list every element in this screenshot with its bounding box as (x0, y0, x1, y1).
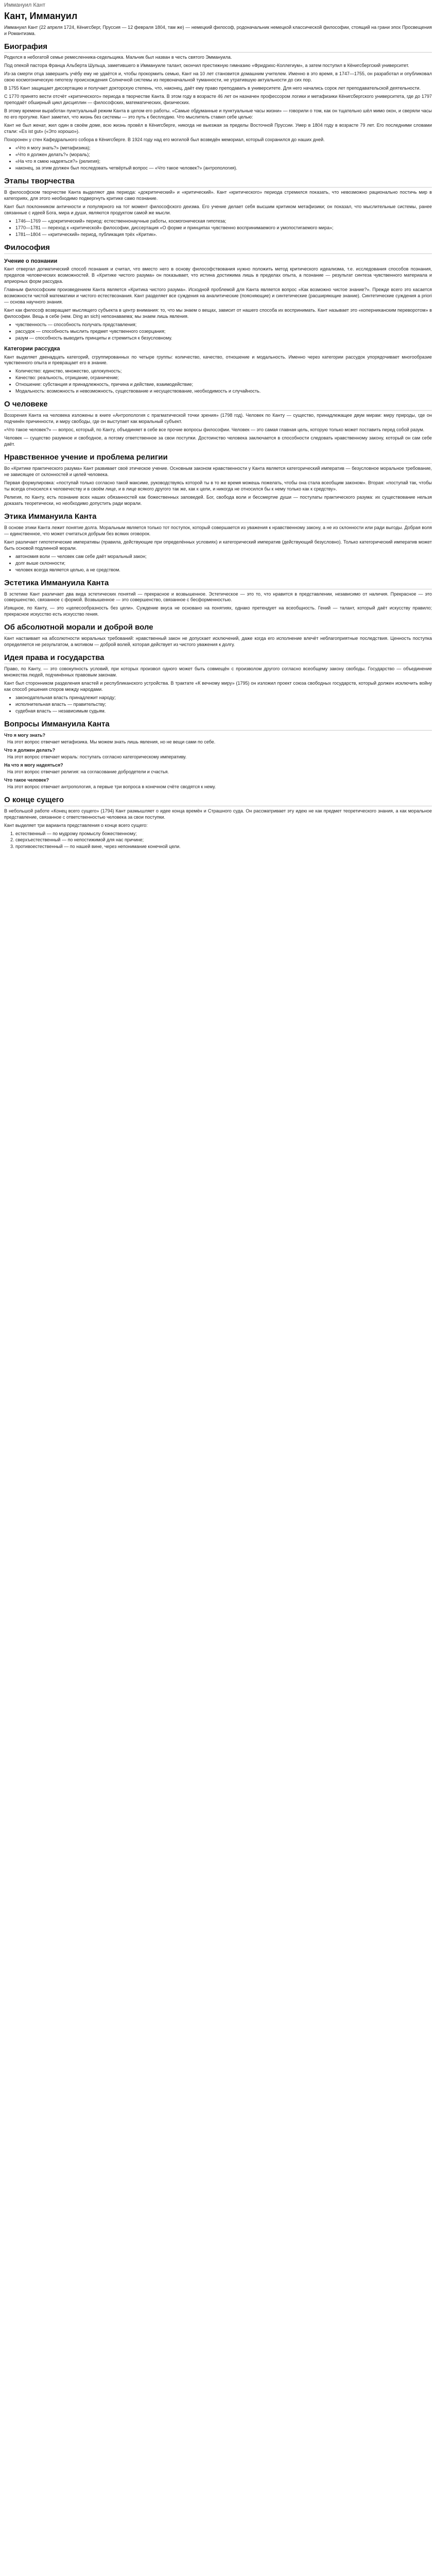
section-heading: Биография (4, 42, 432, 53)
qa-container (4, 733, 432, 790)
section-heading: Об абсолютной морали и доброй воле (4, 622, 432, 634)
section-paragraph: Право, по Канту, — это совокупность условий, при которых произвол одного может быть совмещён с произволом другого согласно всеобщему закону свободы. Государство — объединение множества людей, подчинённых правовым законам. (4, 666, 432, 678)
section-list (4, 831, 432, 851)
section-paragraph: Кант как философ возвращает мыслящего субъекта в центр внимания: то, что мы знаем о вещах, зависит от нашего способа их воспринимать. Кант называет это «коперниканским переворотом» в философии. Вещь в себе (нем. Ding an sich) непознаваема; мы знаем лишь явления. (4, 308, 432, 319)
list-item: • долг выше склонности; (15, 561, 432, 567)
list-item: • «Что я могу знать?» (метафизика); (15, 145, 432, 151)
list-item: • исполнительная власть — правительству; (15, 702, 432, 708)
intro-paragraph: Иммануил Кант (22 апреля 1724, Кёнигсберг, Пруссия — 12 февраля 1804, там же) — немецкий философ, родоначальник немецкой классической философии, стоящий на грани эпох Просвещения и Романтизма. (4, 24, 432, 36)
section-heading: Философия (4, 243, 432, 254)
section-heading: Этапы творчества (4, 176, 432, 188)
section-paragraph: Главным философским произведением Канта является «Критика чистого разума». Исходной проблемой для Канта является вопрос «Как возможно чистое знание?». Прежде всего это касается возможности чистой математики и чистого естествознания. Кант разделяет все суждения на аналитические (поясняющие) и синтетические (расширяющие знание). Синтетические суждения a priori — основа научного знания. (4, 287, 432, 305)
section-paragraph: Родился в небогатой семье ремесленника-седельщика. Мальчик был назван в честь святого Эммануила. (4, 55, 232, 60)
section-heading: Идея права и государства (4, 653, 432, 664)
section-list (4, 554, 432, 573)
question: На что я могу надеяться? (4, 762, 63, 768)
answer: На этот вопрос отвечает антропология, а первые три вопроса в конечном счёте сводятся к нему. (7, 784, 216, 789)
list-item: 2. сверхъестественный — по непостижимой для нас причине; (15, 837, 432, 843)
list-item: • Модальность: возможность и невозможность, существование и несуществование, необходимость и случайность. (15, 388, 432, 395)
list-item: • 1770—1781 — переход к «критической» философии, диссертация «О форме и принципах чувственно воспринимаемого и умопостигаемого мира»; (15, 225, 432, 231)
question: Что такое человек? (4, 777, 49, 783)
section-paragraph: Кант не был женат, жил один в своём доме, всю жизнь провёл в Кёнигсберге, никогда не выезжая за пределы Восточной Пруссии. Умер в 1804 году в возрасте 79 лет. Его последними словами стали: «Es ist gut» («Это хорошо»). (4, 123, 432, 134)
section-paragraph: Кант различает гипотетические императивы (правила, действующие при определённых условиях) и категорический императив (действующий безусловно). Только категорический императив может быть основой подлинной морали. (4, 539, 432, 551)
list-item: • судебная власть — независимым судьям. (15, 708, 432, 715)
section-paragraph: В этому времени выработан пунктуальный режим Канта в целом его работы. «Самые обдуманные и пунктуальные часы жизни» — говорили о том, как он тщательно шёл мимо окон, и сверяли часы по его прогулке. Кант заметил, что жизнь без системы — это путь к бесплодию. Что мыслитель ставил себе целью: (4, 108, 432, 120)
section-paragraph: Похоронен у стен Кафедрального собора в Кёнигсберге. В 1924 году над его могилой был возведён мемориал, который сохранился до наших дней. (4, 137, 325, 143)
section-heading: О человеке (4, 399, 432, 411)
breadcrumb[interactable]: Иммануил Кант (4, 2, 45, 8)
section-paragraph: С 1770 принято вести отсчёт «критического» периода в творчестве Канта. В этом году в возрасте 46 лет он назначен профессором логики и метафизики Кёнигсбергского университета, где до 1797 преподаёт обширный цикл дисциплин — философских, математических, физических. (4, 94, 432, 106)
list-item: • 1746—1769 — «докритический» период: естественнонаучные работы, космогоническая гипотеза; (15, 218, 432, 225)
answer: На этот вопрос отвечает мораль: поступать согласно категорическому императиву. (7, 754, 187, 759)
list-item: • законодательная власть принадлежит народу; (15, 695, 432, 701)
list-item: • чувственность — способность получать представления; (15, 322, 432, 328)
section-list (4, 322, 432, 342)
list-item: 1. естественный — по мудрому промыслу божественному; (15, 831, 432, 837)
section-list (4, 695, 432, 715)
list-item: • Количество: единство, множество, целокупность; (15, 368, 432, 375)
section-paragraph: Кант настаивает на абсолютности моральных требований: нравственный закон не допускает исключений, даже когда его исполнение влечёт неблагоприятные последствия. Ценность поступка определяется не результатом, а мотивом — доброй волей, которая действует из чистого уважения к долгу. (4, 636, 432, 648)
section-heading: О конце сущего (4, 795, 432, 806)
section-list (4, 145, 432, 172)
question: Что я должен делать? (4, 747, 56, 753)
section-paragraph: Кант отвергал догматический способ познания и считал, что вместо него в основу философствования нужно положить метод критического идеализма, т.е. исследования способов познания, пределов человеческих возможностей. В «Критике чистого разума» он показывает, что истина достижима лишь в пределах опыта, а познание — результат синтеза чувственного материала и априорных форм рассудка. (4, 266, 432, 284)
list-item: 3. противоестественный — по нашей вине, через непонимание конечной цели. (15, 844, 432, 850)
list-item: • «Что я должен делать?» (мораль); (15, 152, 432, 158)
list-item: • автономия воли — человек сам себе даёт моральный закон; (15, 554, 432, 560)
list-item: • «На что я смею надеяться?» (религия); (15, 159, 432, 165)
list-item: • разум — способность выводить принципы и стремиться к безусловному. (15, 335, 432, 342)
section-heading: Нравственное учение и проблема религии (4, 452, 432, 464)
article (0, 0, 436, 850)
section-list (4, 368, 432, 395)
answer: На этот вопрос отвечает метафизика. Мы можем знать лишь явления, но не вещи сами по себе. (7, 739, 216, 744)
section-list (4, 218, 432, 238)
section-paragraph: Под опекой пастора Франца Альберта Шульца, заметившего в Иммануиле талант, окончил престижную гимназию «Фридрихс-Коллегиум», а затем поступил в Кёнигсбергский университет. (4, 63, 409, 69)
question: Что я могу знать? (4, 732, 46, 738)
list-item: • рассудок — способность мыслить предмет чувственного созерцания; (15, 329, 432, 335)
section-paragraph: Первая формулировка: «поступай только согласно такой максиме, руководствуясь которой ты в то же время можешь пожелать, чтобы она стала всеобщим законом». Вторая: «поступай так, чтобы ты всегда относился к человечеству и в своём лице, и в лице всякого другого так же, как к цели, и никогда не относился бы к нему только как к средству». (4, 480, 432, 492)
section-paragraph: Кант был сторонником разделения властей и республиканского устройства. В трактате «К вечному миру» (1795) он изложил проект союза свободных государств, который должен исключить войну как способ решения споров между народами. (4, 681, 432, 692)
list-item: • наконец, за этим должен был последовать четвёртый вопрос — «Что такое человек?» (антропология). (15, 165, 432, 172)
sections-container (4, 42, 432, 731)
section-paragraph: Во «Критике практического разума» Кант развивает своё этическое учение. Основным законом нравственности у Канта является категорический императив — безусловное моральное требование, не зависящее от склонностей и целей человека. (4, 466, 432, 477)
section-heading: Вопросы Иммануила Канта (4, 719, 432, 731)
list-item: • человек всегда является целью, а не средством. (15, 567, 432, 573)
section-paragraph: Религия, по Канту, есть познание всех наших обязанностей как божественных заповедей. Бог, свобода воли и бессмертие души — постулаты практического разума: их существование нельзя доказать теоретически, но необходимо допустить ради морали. (4, 494, 432, 506)
section-paragraph: Кант был поклонником античности и популярного на тот момент философского деизма. Его учение делает себя высшим критиком метафизики; он показал, что мыслительные системы, ранее связанные с идеей Бога, мира и души, являются продуктом самой же мысли. (4, 204, 432, 215)
section-paragraph: В основе этики Канта лежит понятие долга. Моральным является только тот поступок, который совершается из уважения к нравственному закону, а не из склонности или ради выгоды. Добрая воля — единственное, что может считаться добрым без всяких оговорок. (4, 524, 432, 536)
section-heading: Категории рассудка (4, 345, 60, 352)
section-paragraph: Изящное, по Канту, — это «целесообразность без цели». Суждение вкуса не основано на понятиях, однако претендует на всеобщность. Гений — талант, который даёт искусству правило; прекрасное искусство есть искусство гения. (4, 605, 432, 617)
section-paragraph: В небольшой работе «Конец всего сущего» (1794) Кант размышляет о идее конца времён и Страшного суда. Он рассматривает эту идею не как предмет теоретического знания, а как моральное представление, связанное с ответственностью человека за свои поступки. (4, 808, 432, 820)
end-section (4, 795, 432, 851)
list-item: • Качество: реальность, отрицание, ограничение; (15, 375, 432, 381)
section-paragraph: Кант выделяет двенадцать категорий, сгруппированных по четыре группы: количество, качество, отношение и модальность. Именно через категории рассудок упорядочивает многообразие чувственного опыта и превращает его в знание. (4, 354, 432, 366)
section-paragraph: В философском творчестве Канта выделяют два периода: «докритический» и «критический». Кант «критического» периода стремился показать, что невозможно рационально постичь мир в категориях, для этого необходимо подвергнуть критике само познание. (4, 189, 432, 201)
section-paragraph: Воззрения Канта на человека изложены в книге «Антропология с прагматической точки зрения» (1798 год). Человек по Канту — существо, принадлежащее двум мирам: миру природы, где он подчинён причинности, и миру свободы, где он выступает как моральный субъект. (4, 413, 432, 425)
answer: На этот вопрос отвечает религия: на согласование добродетели и счастья. (7, 769, 169, 774)
section-heading: Эстетика Иммануила Канта (4, 578, 432, 589)
section-heading: Этика Иммануила Канта (4, 512, 432, 523)
section-heading: Учение о познании (4, 258, 58, 264)
page-title: Кант, Иммануил (4, 10, 78, 21)
section-paragraph: «Что такое человек?» — вопрос, который, по Канту, объединяет в себе все прочие вопросы философии. Человек — это самая главная цель, которую только может поставить перед собой разум. (4, 427, 425, 433)
section-paragraph: В 1755 Кант защищает диссертацию и получает докторскую степень, что, наконец, даёт ему право преподавать в университете. Для него начались сорок лет преподавательской деятельности. (4, 86, 421, 91)
section-paragraph: Кант выделяет три варианта представления о конце всего сущего: (4, 822, 148, 828)
list-item: • Отношение: субстанция и принадлежность, причина и действие, взаимодействие; (15, 382, 432, 388)
list-item: • 1781—1804 — «критический» период, публикация трёх «Критик». (15, 232, 432, 238)
section-paragraph: Из-за смерти отца завершить учёбу ему не удаётся и, чтобы прокормить семью, Кант на 10 лет становится домашним учителем. Именно в это время, в 1747—1755, он разработал и опубликовал свою космогоническую гипотезу происхождения Солнечной системы из первоначальной туманности, не утратившую актуальности до сих пор. (4, 71, 432, 83)
section-paragraph: Человек — существо разумное и свободное, а потому ответственное за свои поступки. Достоинство человека заключается в способности следовать нравственному закону, который он сам себе даёт. (4, 435, 432, 447)
section-paragraph: В эстетике Кант различает два вида эстетических понятий — прекрасное и возвышенное. Эстетическое — это то, что нравится в представлении, независимо от наличия. Прекрасное — это совершенство, связанное с формой. Возвышенное — это совершенство, связанное с бесформенностью. (4, 591, 432, 603)
